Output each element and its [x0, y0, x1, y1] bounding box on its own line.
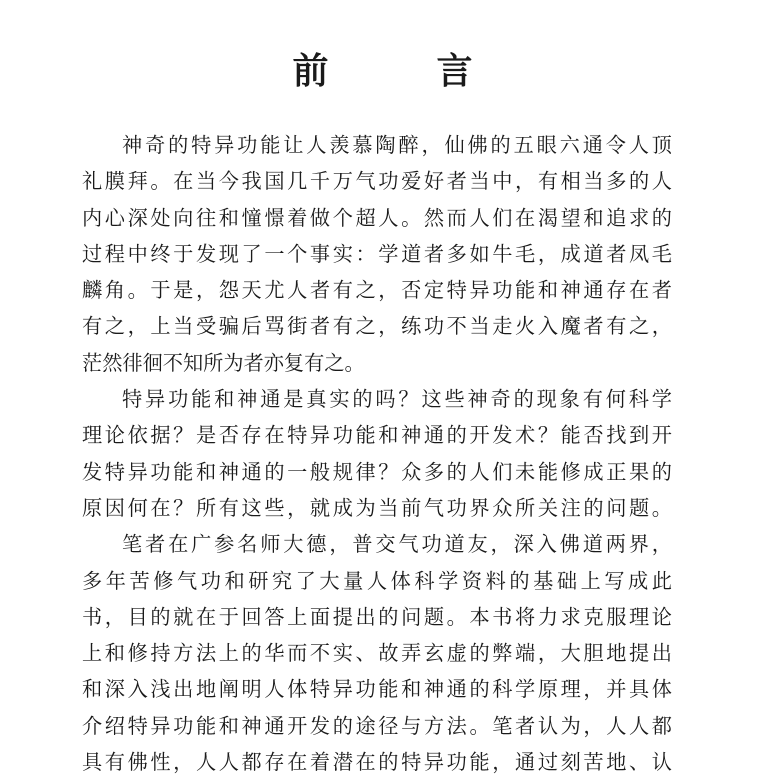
- text-line: 有之，上当受骗后骂街者有之，练功不当走火入魔者有之，: [82, 314, 672, 339]
- paragraph-2: [82, 381, 672, 526]
- text-line: 笔者在广参名师大德，普交气功道友，深入佛道两界，: [122, 532, 672, 557]
- paragraph-3: [82, 526, 672, 780]
- preface-body: [82, 127, 672, 780]
- text-line: 理论依据？是否存在特异功能和神通的开发术？能否找到开: [82, 423, 672, 448]
- text-line: 和深入浅出地阐明人体特异功能和神通的科学原理，并具体: [82, 677, 672, 702]
- text-line: 原因何在？所有这些，就成为当前气功界众所关注的问题。: [82, 495, 672, 520]
- text-line: 上和修持方法上的华而不实、故弄玄虚的弊端，大胆地提出: [82, 641, 672, 666]
- text-line: 茫然徘徊不知所为者亦复有之。: [82, 350, 365, 375]
- text-line: 多年苦修气功和研究了大量人体科学资料的基础上写成此: [82, 568, 672, 593]
- page-title: 前 言: [292, 51, 473, 92]
- text-line: 介绍特异功能和神通开发的途径与方法。笔者认为，人人都: [82, 713, 672, 738]
- text-line: 神奇的特异功能让人羡慕陶醉，仙佛的五眼六通令人顶: [122, 133, 672, 157]
- text-line: 发特异功能和神通的一般规律？众多的人们未能修成正果的: [82, 459, 672, 484]
- text-line: 书，目的就在于回答上面提出的问题。本书将力求克服理论: [82, 604, 672, 629]
- text-line: 特异功能和神通是真实的吗？这些神奇的现象有何科学: [122, 387, 672, 412]
- text-line: 过程中终于发现了一个事实：学道者多如牛毛，成道者凤毛: [82, 241, 672, 266]
- text-line: 内心深处向往和憧憬着做个超人。然而人们在渴望和追求的: [82, 205, 672, 230]
- paragraph-1: [82, 127, 672, 381]
- text-line: 麟角。于是，怨天尤人者有之，否定特异功能和神通存在者: [82, 278, 672, 303]
- text-line: 礼膜拜。在当今我国几千万气功爱好者当中，有相当多的人: [82, 169, 672, 194]
- text-line: 具有佛性，人人都存在着潜在的特异功能，通过刻苦地、认: [82, 750, 672, 775]
